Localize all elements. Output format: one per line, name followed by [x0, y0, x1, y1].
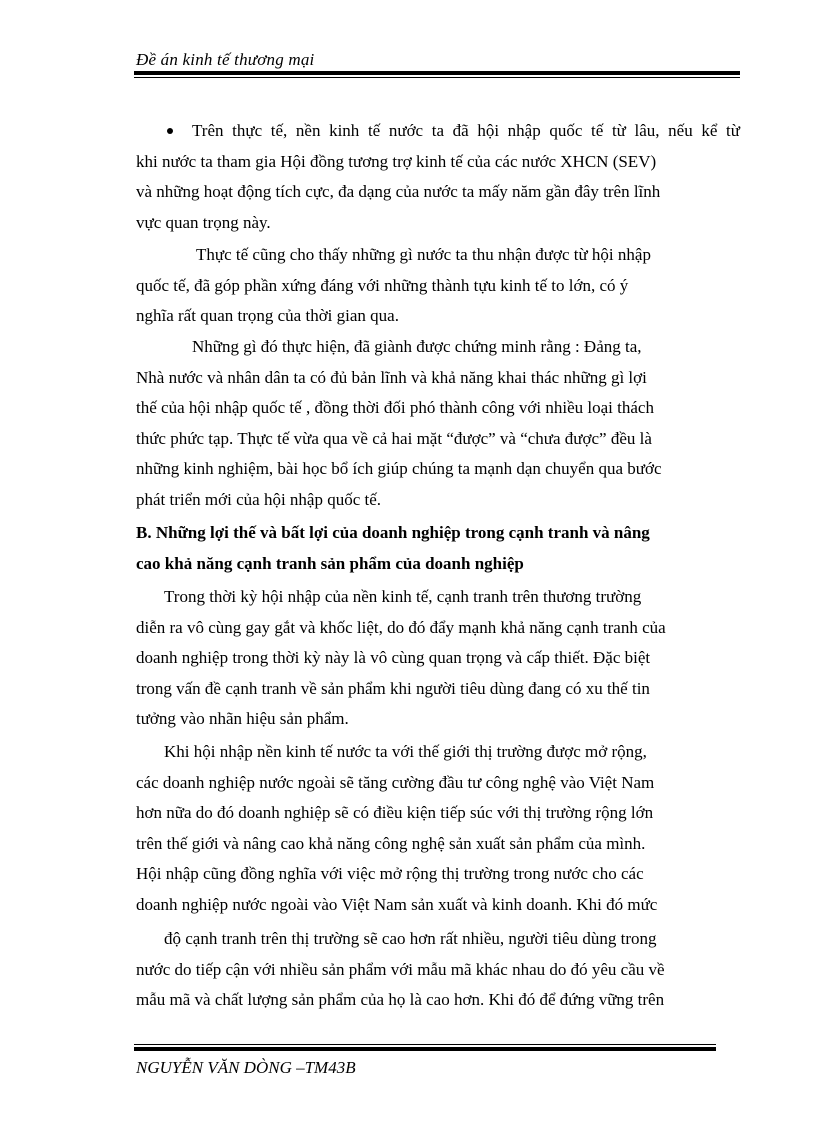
text-line: vực quan trọng này. [136, 212, 271, 232]
header-rule-thin [134, 77, 740, 78]
text-line: Những gì đó thực hiện, đã giành được chứng minh rằng : Đảng ta, [192, 337, 642, 356]
text-line: Hội nhập cũng đồng nghĩa với việc mở rộng thị trường trong nước cho các [136, 864, 644, 883]
footer-rule-thick [134, 1047, 716, 1051]
footer-rule-thin [134, 1044, 716, 1045]
text-line: Trên thực tế, nền kinh tế nước ta đã hội nhập quốc tế từ lâu, nếu kể từ [192, 121, 740, 140]
text-line: và những hoạt động tích cực, đa dạng của nước ta mấy năm gần đây trên lĩnh [136, 182, 661, 201]
text-line: thức phức tạp. Thực tế vừa qua về cả hai mặt “được” và “chưa được” đều là [136, 428, 652, 448]
paragraph [136, 240, 740, 332]
text-line: Khi hội nhập nền kinh tế nước ta với thế giới thị trường được mở rộng, [164, 742, 647, 761]
bullet-paragraph [136, 116, 740, 238]
text-line: quốc tế, đã góp phần xứng đáng với những thành tựu kinh tế to lớn, có ý [136, 275, 629, 295]
text-line: các doanh nghiệp nước ngoài sẽ tăng cường đầu tư công nghệ vào Việt Nam [136, 772, 655, 792]
paragraph [136, 737, 740, 920]
footer-author: NGUYỄN VĂN DÒNG –TM43B [136, 1058, 356, 1077]
text-line: hơn nữa do đó doanh nghiệp sẽ có điều kiện tiếp súc với thị trường rộng lớn [136, 803, 654, 822]
section-heading [136, 518, 740, 579]
text-line: độ cạnh tranh trên thị trường sẽ cao hơn rất nhiều, người tiêu dùng trong [164, 929, 657, 948]
paragraph [136, 924, 740, 1016]
heading-line: cao khả năng cạnh tranh sản phẩm của doanh nghiệp [136, 553, 524, 573]
text-line: doanh nghiệp nước ngoài vào Việt Nam sản xuất và kinh doanh. Khi đó mức [136, 894, 658, 914]
paragraph [136, 582, 740, 735]
header-title: Đề án kinh tế thương mại [136, 50, 315, 69]
text-line: mẫu mã và chất lượng sản phẩm của họ là cao hơn. Khi đó để đứng vững trên [136, 990, 665, 1009]
heading-line: B. Những lợi thế và bất lợi của doanh nghiệp trong cạnh tranh và nâng [136, 523, 650, 542]
text-line: những kinh nghiệm, bài học bổ ích giúp chúng ta mạnh dạn chuyển qua bước [136, 459, 662, 478]
text-line: Trong thời kỳ hội nhập của nền kinh tế, cạnh tranh trên thương trường [164, 587, 642, 606]
text-line: thế của hội nhập quốc tế , đồng thời đối phó thành công với nhiều loại thách [136, 398, 654, 417]
text-line: diễn ra vô cùng gay gắt và khốc liệt, do đó đẩy mạnh khả năng cạnh tranh của [136, 617, 666, 637]
text-line: nước do tiếp cận với nhiều sản phẩm với mẫu mã khác nhau do đó yêu cầu về [136, 959, 665, 979]
text-line: trên thế giới và nâng cao khả năng công nghệ sản xuất sản phẩm của mình. [136, 833, 646, 853]
text-line: phát triển mới của hội nhập quốc tế. [136, 489, 382, 509]
text-line: trong vấn đề cạnh tranh về sản phẩm khi người tiêu dùng đang có xu thế tin [136, 678, 650, 698]
text-line: tưởng vào nhãn hiệu sản phẩm. [136, 709, 349, 728]
text-line: khi nước ta tham gia Hội đồng tương trợ kinh tế của các nước XHCN (SEV) [136, 151, 657, 171]
text-line: Nhà nước và nhân dân ta có đủ bản lĩnh và khả năng khai thác những gì lợi [136, 367, 647, 387]
text-line: Thực tế cũng cho thấy những gì nước ta thu nhận được từ hội nhập [196, 245, 651, 264]
paragraph [136, 332, 740, 515]
text-line: doanh nghiệp trong thời kỳ này là vô cùng quan trọng và cấp thiết. Đặc biệt [136, 648, 651, 667]
header-rule-thick [134, 71, 740, 75]
text-line: nghĩa rất quan trọng của thời gian qua. [136, 306, 399, 325]
